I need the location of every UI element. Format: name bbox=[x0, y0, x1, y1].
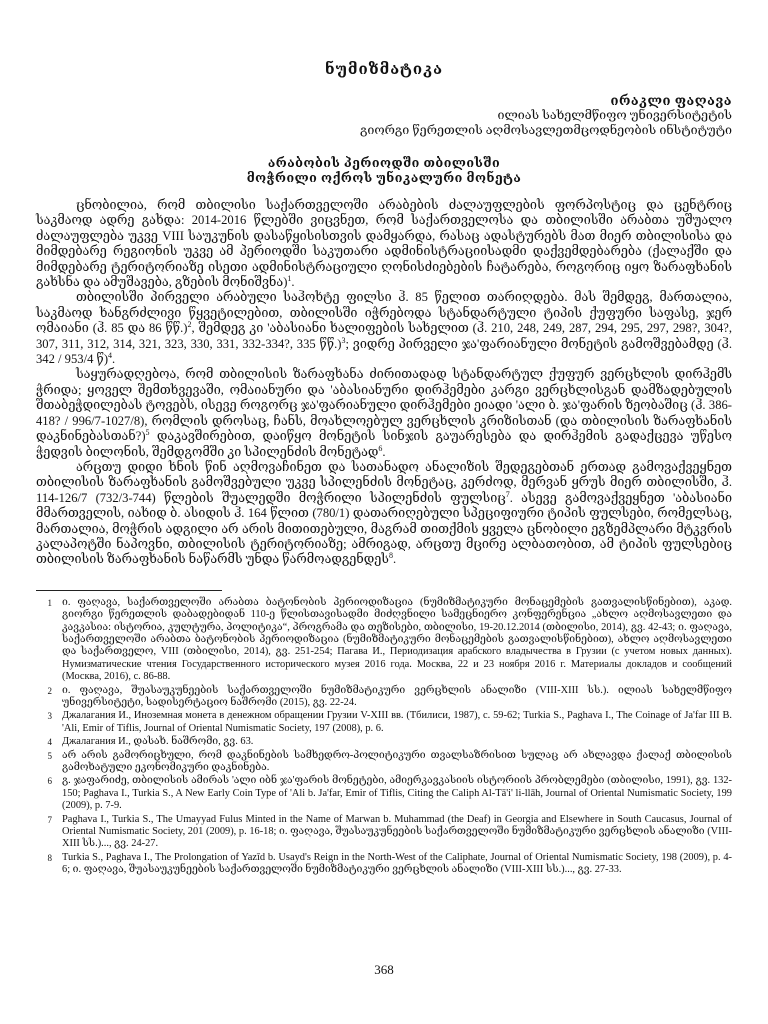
article-title-line-1: არაბობის პერიოდში თბილისში bbox=[267, 156, 501, 170]
article-body bbox=[36, 198, 732, 568]
footnote-text: ი. ფაღავა, შუასაუკუნეების საქართველოში ნუმიზმატიკური ვერცხლის ანალიზი (VIII-XIII სს.). ილიას სახელმწიფო უნივერსიტეტი, სადისერტაციო ნაშრომი (2015), გვ. 22-24. bbox=[62, 684, 732, 708]
footnote bbox=[36, 597, 732, 684]
page-number: 368 bbox=[374, 962, 394, 977]
paragraph-text: ; ვიდრე პირველი ჯა'ფარიანული მონეტის გამოშვებამდე (ჰ. 342 / 953/4 წ) bbox=[36, 336, 732, 367]
footnote-number: 6 bbox=[47, 776, 52, 787]
footnote-number: 7 bbox=[47, 814, 52, 825]
footnote bbox=[36, 750, 732, 775]
footnote-text: ი. ფაღავა, საქართველოში არაბთა ბატონობის პერიოდიზაცია (ნუმიზმატიკური მონაცემების გათვალისწინებით), აკად. გიორგი წერეთლის დაბადებიდან 110-ე წლისთავისადმი მიძღვნილი სამეცნიერო კონფერენცია „ახლო აღმოსავლეთი და კავკასია: ისტორია, კულტურა, პოლიტიკა“, პროგრამა და თეზისები, თბილისი, 19-20.12.2014 (თბილისი, 2014), გვ. 42-43; ი. ფაღავა, საქართველოში არაბთა ბატონობის პერიოდიზაცია (ნუმიზმატიკური მონაცემების გათვალისწინებით), ახლო აღმოსავლეთი და საქართველო, VIII (თბილისი, 2014), გვ. 251-254; Пагава И., Периодизация арабского владычества в Грузии (с учетом новых данных). Нумизматические чтения Государственного исторического музея 2016 года. Москва, 22 и 23 ноября 2016 г. Материалы докладов и сообщений (Москва, 2016), с. 86-88. bbox=[62, 596, 732, 683]
footnotes bbox=[36, 597, 732, 877]
footnote-number: 8 bbox=[47, 852, 52, 863]
footnote-ref[interactable]: 4 bbox=[108, 350, 113, 360]
footnote bbox=[36, 685, 732, 710]
paragraph bbox=[36, 290, 732, 367]
paragraph bbox=[36, 198, 732, 290]
paragraph-text: საყურადღებოა, რომ თბილისის ზარაფხანა ძირითადად სტანდარტულ ქუფურ ვერცხლის დირჰემს ჭრიდა; ყოველ შემთხვევაში, ომაიანური და 'აბასიანური დირჰემები კარგი ვერცხლისგან დამზადებულის შთაბეჭდილებას ტოვებს, ისევე როგორც ჯა'ფარიანული დირჰემები ეიადი 'ალი ბ. ჯა'ფარის ზეობაშიც (ჰ. 386-418? / 996/7-1027/8), რომლის დროსაც, ჩანს, მოახლოებულ ვერცხლის კრიზისთან (და თბილისის ზარაფხანის დაკნინებასთან?) bbox=[36, 367, 732, 444]
paragraph-text: არცთუ დიდი ხნის წინ აღმოვაჩინეთ და სათანადო ანალიზის შედეგებთან ერთად გამოვაქვეყნეთ თბილისის ზარაფხანის გამოშვებული უკვე სპილენძის მონეტაც, კერძოდ, მერვან ყრუს მიერ თბილისში, ჰ. 114-126/7 (732/3-744) წლების შუალედში მოჭრილი სპილენძის ფულსიც bbox=[36, 459, 732, 505]
footnote-text: არ არის გამორიცხული, რომ დაკნინების სამხედრო-პოლიტიკური თვალსაზრისით სულაც არ ახლავდა ქალაქ თბილისის გამოხატული ეკონომიკური დაკნინება. bbox=[62, 749, 732, 774]
footnote-ref[interactable]: 1 bbox=[287, 273, 292, 283]
footnote-number: 2 bbox=[47, 685, 52, 696]
article-page bbox=[36, 56, 732, 878]
footnote-text: Turkia S., Paghava I., The Prolongation of Yazīd b. Usayd's Reign in the North-West of the Caliphate, Journal of Oriental Numismatic Society, 198 (2009), p. 4-6; ი. ფაღავა, შუასაუკუნეების საქართველოში ნუმიზმატიკური ვერცხლის ანალიზი (VIII-XIII სს.)..., გვ. 27-33. bbox=[62, 851, 732, 876]
article-title-line-2: მოჭრილი ოქროს უნიკალური მონეტა bbox=[246, 171, 522, 185]
affiliation-line-2: გიორგი წერეთლის აღმოსავლეთმცოდნეობის ინსტიტუტი bbox=[359, 123, 732, 137]
paragraph-text: ცნობილია, რომ თბილისი საქართველოში არაბების ძალაუფლების ფორპოსტიც და ცენტრიც საკმაოდ ადრე გახდა: 2014-2016 წლებში ვიცვნეთ, რომ საქართველოსა და თბილისში არაბთა უშუალო ძალაუფლება უკვე VIII საუკუნის დასაწყისისთვის დამყარდა, რასაც ადასტურებს მათ მიერ თბილისისა და მიმდებარე რეგიონის უკვე ამ პერიოდში საკუთარი ადმინისტრაციისადმი დაქვემდებარება (ქალაქში და მიმდებარე ტერიტორიაზე ისეთი ადმინისტრაციული ღონისძიებების ჩატარება, როგორიც იყო ზარაფხანის გახსნა და ამუშავება, გზების მონიშვნა) bbox=[36, 198, 732, 290]
paragraph-text: , შემდეგ კი 'აბასიანი ხალიფების სახელით (ჰ. 210, 248, 249, 287, 294, 295, 297, 298?, 304?, 307, 311, 312, 314, 321, 323, 330, 331, 332-334?, 335 წწ.) bbox=[36, 321, 732, 351]
footnote bbox=[36, 710, 732, 735]
footnote-ref[interactable]: 7 bbox=[505, 489, 510, 499]
footnote bbox=[36, 775, 732, 812]
footnote-number: 3 bbox=[47, 711, 52, 722]
footnote-text: გ. ჯაფარიძე, თბილისის ამირას 'ალი იბნ ჯა'ფარის მონეტები, ამიერკავკასიის ისტორიის პრობლემები (თბილისი, 1991), გვ. 132-150; Paghava I., Turkia S., A New Early Coin Type of 'Ali b. Ja'far, Emir of Tiflis, Citing the Caliph Al-Tā'i' li-llāh, Journal of Oriental Numismatic Society, 199 (2009), p. 7-9. bbox=[62, 775, 732, 812]
footnote bbox=[36, 736, 732, 748]
footnote-number: 4 bbox=[47, 737, 52, 748]
footnote-text: Джалагания И., Иноземная монета в денежном обращении Грузии V-XIII вв. (Тбилиси, 1987), с. 59-62; Turkia S., Paghava I., The Coinage of Ja'far III B. 'Ali, Emir of Tiflis, Journal of Oriental Numismatic Society, 197 (2008), p. 6. bbox=[62, 710, 732, 734]
footnote-ref[interactable]: 5 bbox=[145, 427, 150, 437]
footnote-text: Paghava I., Turkia S., The Umayyad Fulus Minted in the Name of Marwan b. Muhammad (the Deaf) in Georgia and Elsewhere in South Caucasus, Journal of Oriental Numismatic Society, 201 (2009), p. 16-18; ი. ფაღავა, შუასაუკუნეების საქართველოში ნუმიზმატიკური ვერცხლის ანალიზი (VIII-XIII სს.)..., გვ. 24-27. bbox=[62, 813, 732, 850]
footnote-number: 5 bbox=[47, 750, 52, 761]
footnote-ref[interactable]: 3 bbox=[341, 335, 346, 345]
paragraph-text: . bbox=[291, 275, 295, 290]
author-name: ირაკლი ფაღავა bbox=[610, 93, 732, 108]
footnote-number: 1 bbox=[47, 597, 52, 608]
footnote-divider bbox=[36, 590, 222, 591]
section-heading: ნუმიზმატიკა bbox=[325, 62, 443, 78]
paragraph-text: დაკავშირებით, დაიწყო მონეტის სინჯის გაუარესება და დირჰემის გადაქცევა უწესო ჭედვის ბილონის, შემდგომში კი სპილენძის მონეტად bbox=[36, 429, 732, 459]
footnote-ref[interactable]: 8 bbox=[388, 551, 393, 561]
author-block bbox=[36, 93, 732, 138]
footnote bbox=[36, 852, 732, 877]
footnote-ref[interactable]: 6 bbox=[378, 443, 383, 453]
paragraph bbox=[36, 460, 732, 568]
article-title bbox=[36, 156, 732, 186]
footnote bbox=[36, 814, 732, 851]
paragraph-text: . bbox=[112, 352, 116, 367]
paragraph-text: . bbox=[392, 552, 397, 567]
paragraph bbox=[36, 367, 732, 459]
footnote-ref[interactable]: 2 bbox=[187, 320, 192, 330]
footnote-text: Джалагания И., დასახ. ნაშრომი, გვ. 63. bbox=[62, 736, 254, 748]
paragraph-text: . ასევე გამოვაქვეყნეთ 'აბასიანი მმართველის, იახიდ ბ. ასიდის ჰ. 164 წლით (780/1) დათარიღებული სპეციფიური ტიპის ფულსები, რომელსაც, მართალია, მოჭრის ადგილი არ არის მითითებული, მაგრამ თითქმის ყველა ცნობილი ეგზემპლარი მტკვრის კალაპოტში ნაპოვნი, თბილისის ტერიტორიაზე; ამრიგად, არცთუ მცირე ალბათობით, ამ ტიპის ფულსებიც თბილისის ზარაფხანის ნაწარმს უნდა წარმოადგენდეს bbox=[36, 490, 732, 567]
affiliation-line-1: ილიას სახელმწიფო უნივერსიტეტის bbox=[497, 108, 732, 122]
paragraph-text: . bbox=[382, 444, 386, 459]
paragraph-text: თბილისში პირველი არაბული საჰოხტე ფილსი ჰ. 85 წელით თარიღდება. მას შემდეგ, მართალია, საკმაოდ ხანგრძლივი წყვეტილებით, თბილისში იჭრებოდა სტანდარტული ტიპის ქუფური საფასე, ჯერ ომაიანი (ჰ. 85 და 86 წწ.) bbox=[36, 290, 732, 336]
